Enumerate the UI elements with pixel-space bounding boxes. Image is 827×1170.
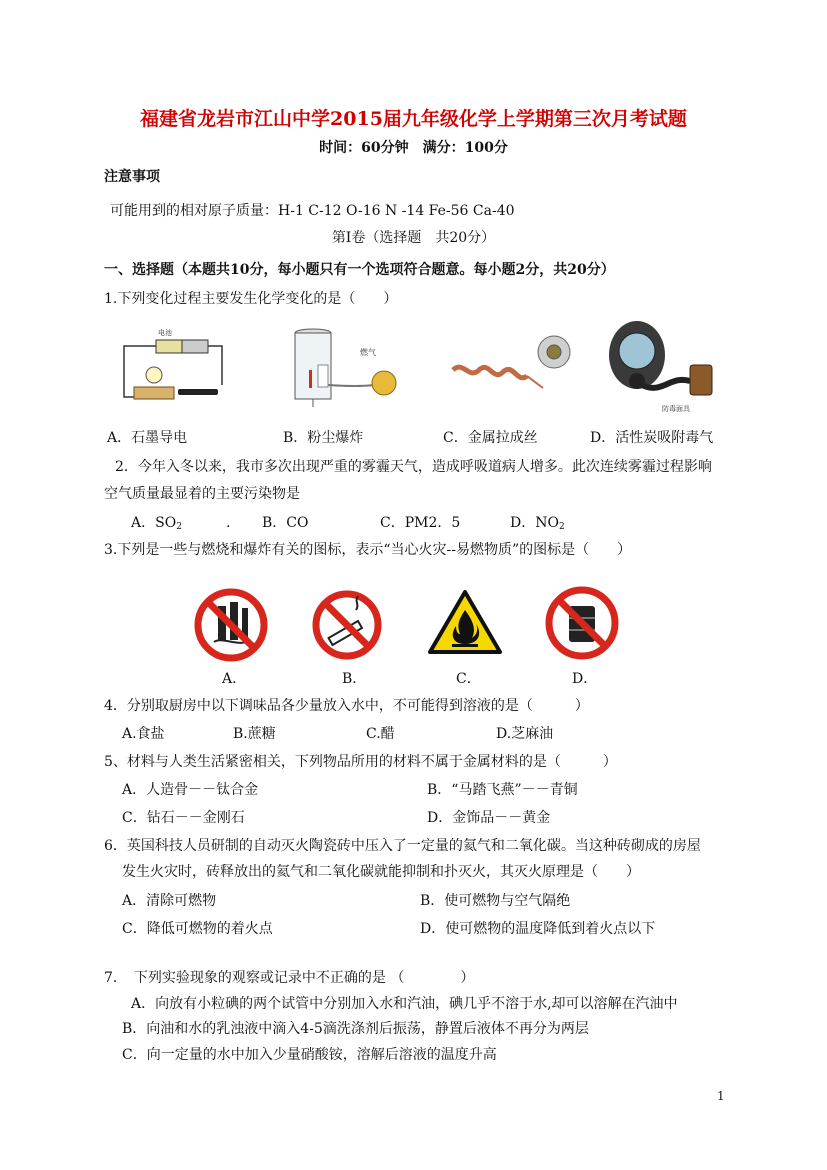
wooden-base-icon: [134, 387, 174, 399]
exam-meta: 时间：60分钟 满分：100分: [319, 140, 508, 156]
q1-figure-a-circuit: [118, 325, 228, 405]
bulb-icon: [146, 367, 162, 383]
q7-stem: 7． 下列实验现象的观察或记录中不正确的是 （ ）: [104, 970, 475, 986]
q1-option-b: B．粉尘爆炸: [283, 430, 364, 446]
q4-stem: 4．分别取厨房中以下调味品各少量放入水中，不可能得到溶液的是（ ）: [104, 698, 589, 714]
candle-icon: [309, 370, 312, 388]
q3-option-a: A．: [222, 671, 247, 687]
q1-figure-b-dust-explosion: [288, 325, 408, 410]
q7-option-c: C．向一定量的水中加入少量硝酸铵，溶解后溶液的温度升高: [122, 1047, 497, 1063]
q1-figure-d-gas-mask: [592, 315, 722, 415]
page-title: 福建省龙岩市江山中学2015届九年级化学上学期第三次月考试题: [140, 108, 687, 130]
copper-wire-icon: [453, 367, 527, 378]
q5-option-d: D．金饰品－－黄金: [427, 810, 551, 826]
q1-figure-c-wire-coil: [447, 330, 577, 410]
q6-stem-line1: 6．英国科技人员研制的自动灭火陶瓷砖中压入了一定量的氦气和二氧化碳。当这种砖砌成的房屋: [104, 838, 701, 854]
q6-option-a: A．清除可燃物: [122, 893, 217, 909]
q4-option-c: C.醋: [366, 726, 395, 742]
q2-option-a: A．$SO_2$: [131, 515, 182, 532]
q2-option-c: C．PM2．5: [380, 515, 461, 531]
notes-heading: 注意事项: [104, 169, 160, 185]
battery-icon: [156, 340, 182, 353]
q3-sign-b-no-smoking: [310, 588, 384, 662]
q6-option-b: B．使可燃物与空气隔绝: [420, 893, 571, 909]
q5-stem: 5、材料与人类生活紧密相关，下列物品所用的材料不属于金属材料的是（ ）: [104, 754, 617, 770]
q6-option-c: C．降低可燃物的着火点: [122, 921, 273, 937]
q1-option-a: A．石墨导电: [107, 430, 188, 446]
q6-option-d: D．使可燃物的温度降低到着火点以下: [420, 921, 656, 937]
q5-option-c: C．钻石－－金刚石: [122, 810, 245, 826]
gas-label: 燃气: [360, 348, 376, 357]
atomic-masses: 可能用到的相对原子质量：H-1 C-12 O-16 N -14 Fe-56 Ca-40: [110, 203, 515, 219]
q3-sign-a-no-fireworks: [192, 586, 270, 664]
bulb-pump-icon: [372, 371, 396, 395]
q1-option-c: C．金属拉成丝: [443, 430, 538, 446]
q1-stem: 1.下列变化过程主要发生化学变化的是（ ）: [104, 291, 398, 307]
q2-option-b: B．CO: [262, 515, 309, 531]
q4-option-d: D.芝麻油: [496, 726, 554, 742]
q7-option-b: B．向油和水的乳浊液中滴入4-5滴洗涤剂后振荡，静置后液体不再分为两层: [122, 1021, 589, 1037]
section-heading: 一、选择题（本题共10分，每小题只有一个选项符合题意。每小题2分，共20分）: [104, 262, 615, 278]
volume-title: 第Ⅰ卷（选择题 共20分）: [331, 230, 496, 246]
page-number: 1: [717, 1089, 725, 1103]
filter-canister-icon: [690, 365, 712, 395]
q4-option-b: B.蔗糖: [233, 726, 276, 742]
q2-stem-line2: 空气质量最显着的主要污染物是: [104, 486, 300, 502]
q2-stem-line1: 2．今年入冬以来，我市多次出现严重的雾霾天气，造成呼吸道病人增多。此次连续雾霾过程影响: [115, 459, 712, 475]
gas-mask-label: 防毒面具: [662, 405, 690, 413]
q2-dot: .: [226, 515, 231, 531]
q6-stem-line2: 发生火灾时，砖释放出的氦气和二氧化碳就能抑制和扑灭火，其灭火原理是（ ）: [122, 864, 640, 880]
q3-option-d: D．: [572, 671, 598, 687]
q3-stem: 3.下列是一些与燃烧和爆炸有关的图标，表示“当心火灾--易燃物质”的图标是（ ）: [104, 542, 632, 558]
q3-sign-d-no-flammable: [543, 584, 621, 662]
q5-option-b: B．“马踏飞燕”－－青铜: [427, 782, 578, 798]
graphite-rod-icon: [178, 389, 218, 395]
q3-sign-c-flammable-warning: [426, 588, 504, 658]
q4-option-a: A.食盐: [122, 726, 165, 742]
q2-option-d: D．$NO_2$: [510, 515, 565, 532]
q7-option-a: A．向放有小粒碘的两个试管中分别加入水和汽油，碘几乎不溶于水,却可以溶解在汽油中: [131, 996, 678, 1012]
battery-label: 电池: [158, 329, 172, 337]
q5-option-a: A．人造骨－－钛合金: [122, 782, 259, 798]
q3-option-b: B．: [342, 671, 367, 687]
q3-option-c: C．: [456, 671, 481, 687]
q1-option-d: D．活性炭吸附毒气: [590, 430, 714, 446]
